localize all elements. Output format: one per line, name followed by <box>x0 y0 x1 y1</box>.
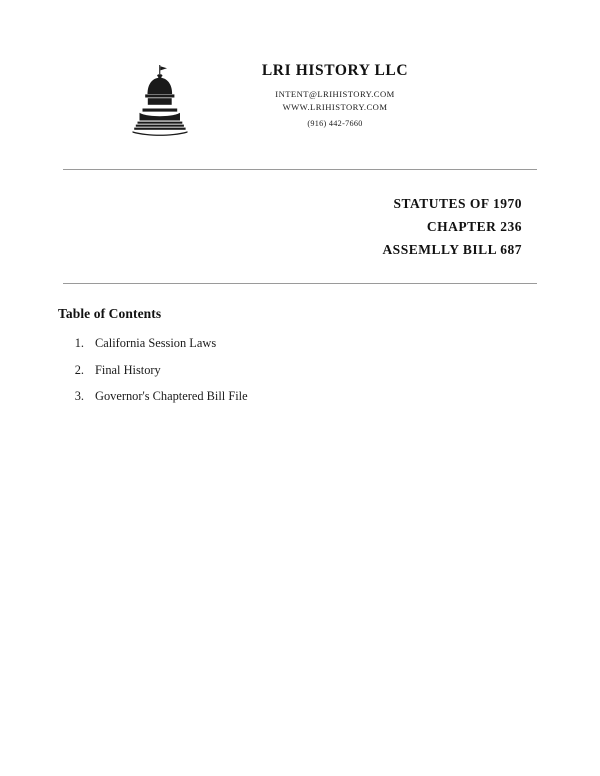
toc-item-number: 2. <box>74 362 84 377</box>
toc-item-number: 1. <box>74 335 84 350</box>
bill-number: ASSEMLLY BILL 687 <box>382 242 522 258</box>
toc-item-label: California Session Laws <box>95 335 217 350</box>
list-item[interactable] <box>58 389 600 404</box>
toc-item-label: Governor's Chaptered Bill File <box>95 389 248 404</box>
toc-item-label: Final History <box>95 362 161 377</box>
statutes-year: STATUTES OF 1970 <box>393 196 522 211</box>
chapter-number: CHAPTER 236 <box>426 219 522 235</box>
capitol-dome-icon <box>130 64 192 136</box>
toc-item-number: 3. <box>74 389 84 404</box>
toc-heading: Table of Contents <box>58 305 162 321</box>
table-of-contents <box>0 284 600 405</box>
list-item[interactable] <box>58 336 600 351</box>
org-info <box>200 62 470 128</box>
letterhead <box>0 0 600 136</box>
org-phone: (916) 442-7660 <box>307 119 363 129</box>
title-block <box>0 170 600 262</box>
org-email: INTENT@LRIHISTORY.COM <box>275 88 395 99</box>
org-name: LRI HISTORY LLC <box>261 62 409 79</box>
list-item[interactable] <box>58 363 600 378</box>
org-website: WWW.LRIHISTORY.COM <box>282 101 388 112</box>
toc-list <box>58 336 600 405</box>
